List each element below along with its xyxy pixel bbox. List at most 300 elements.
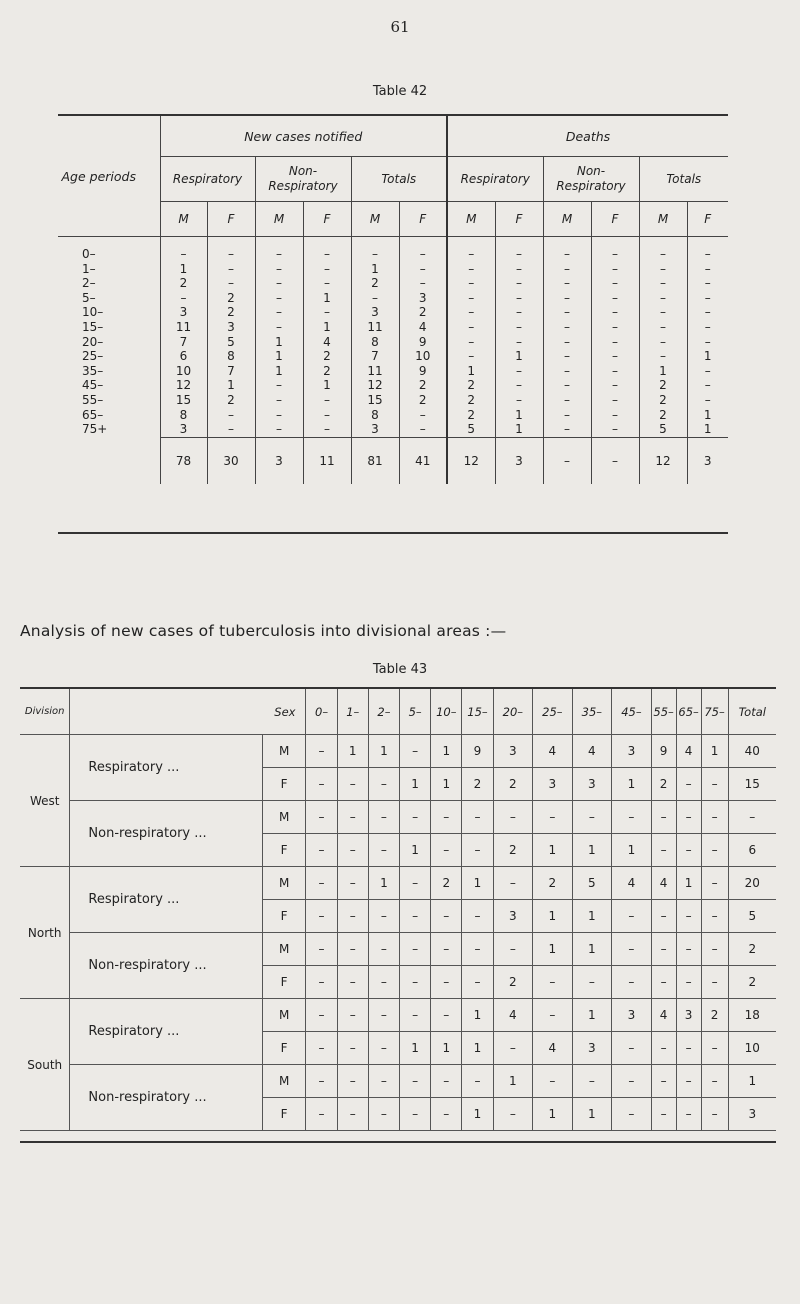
value-cell: – bbox=[495, 378, 543, 393]
value-cell: 1 bbox=[351, 262, 399, 277]
value-cell: – bbox=[306, 1032, 337, 1065]
total-cell: 5 bbox=[728, 900, 776, 933]
value-cell: 8 bbox=[160, 408, 207, 423]
column-header: Sex bbox=[70, 689, 306, 735]
value-cell: – bbox=[255, 276, 303, 291]
value-cell: – bbox=[337, 1098, 368, 1131]
value-cell: – bbox=[306, 933, 337, 966]
value-cell: 6 bbox=[160, 349, 207, 364]
value-cell: – bbox=[400, 900, 431, 933]
total-cell: 20 bbox=[728, 867, 776, 900]
male-column-header: M bbox=[351, 202, 399, 237]
value-cell: 4 bbox=[676, 735, 701, 768]
value-cell: – bbox=[591, 408, 639, 423]
value-cell: – bbox=[495, 393, 543, 408]
total-cell: 12 bbox=[447, 437, 495, 484]
table-row bbox=[58, 378, 728, 393]
value-cell: – bbox=[368, 966, 399, 999]
value-cell: – bbox=[701, 1065, 728, 1098]
value-cell: 1 bbox=[495, 349, 543, 364]
value-cell: 3 bbox=[572, 768, 612, 801]
value-cell: – bbox=[400, 801, 431, 834]
column-header: 55– bbox=[651, 689, 676, 735]
value-cell: – bbox=[303, 262, 351, 277]
value-cell: – bbox=[543, 422, 591, 437]
total-cell: 11 bbox=[303, 437, 351, 484]
value-cell: – bbox=[306, 1065, 337, 1098]
value-cell: – bbox=[351, 237, 399, 262]
value-cell: – bbox=[255, 262, 303, 277]
value-cell: – bbox=[676, 768, 701, 801]
value-cell: – bbox=[701, 966, 728, 999]
value-cell: – bbox=[639, 305, 687, 320]
value-cell: 1 bbox=[687, 422, 728, 437]
value-cell: – bbox=[495, 320, 543, 335]
value-cell: 2 bbox=[207, 291, 255, 306]
value-cell: 1 bbox=[572, 834, 612, 867]
value-cell: – bbox=[255, 378, 303, 393]
total-cell: 78 bbox=[160, 437, 207, 484]
value-cell: – bbox=[303, 276, 351, 291]
value-cell: 2 bbox=[303, 364, 351, 379]
value-cell: – bbox=[160, 237, 207, 262]
female-column-header: F bbox=[591, 202, 639, 237]
sex-cell: M bbox=[262, 801, 306, 834]
value-cell: – bbox=[368, 933, 399, 966]
value-cell: 1 bbox=[303, 291, 351, 306]
value-cell: – bbox=[431, 1065, 462, 1098]
division-cell: North bbox=[20, 867, 70, 999]
total-cell: 12 bbox=[639, 437, 687, 484]
female-column-header: F bbox=[495, 202, 543, 237]
value-cell: – bbox=[591, 262, 639, 277]
value-cell: – bbox=[612, 900, 652, 933]
value-cell: – bbox=[306, 768, 337, 801]
value-cell: – bbox=[255, 422, 303, 437]
value-cell: – bbox=[591, 422, 639, 437]
value-cell: – bbox=[368, 768, 399, 801]
value-cell: – bbox=[676, 900, 701, 933]
age-period-cell: 20– bbox=[82, 334, 104, 349]
total-cell: 3 bbox=[495, 437, 543, 484]
value-cell: – bbox=[676, 933, 701, 966]
type-cell: Respiratory ... bbox=[70, 867, 262, 933]
value-cell: – bbox=[303, 422, 351, 437]
value-cell: – bbox=[368, 1032, 399, 1065]
column-header: 25– bbox=[533, 689, 573, 735]
value-cell: 15 bbox=[351, 393, 399, 408]
value-cell: – bbox=[572, 801, 612, 834]
value-cell: 1 bbox=[639, 364, 687, 379]
value-cell: – bbox=[612, 966, 652, 999]
value-cell: – bbox=[651, 900, 676, 933]
value-cell: – bbox=[207, 237, 255, 262]
new-respiratory-header: Respiratory bbox=[160, 157, 255, 202]
deaths-nonrespiratory-header: Non- Respiratory bbox=[543, 157, 639, 202]
table-row bbox=[58, 422, 728, 437]
value-cell: – bbox=[651, 1098, 676, 1131]
value-cell: 1 bbox=[255, 349, 303, 364]
value-cell: – bbox=[255, 320, 303, 335]
value-cell: – bbox=[337, 834, 368, 867]
value-cell: – bbox=[651, 834, 676, 867]
value-cell: 1 bbox=[400, 1032, 431, 1065]
value-cell: 3 bbox=[351, 305, 399, 320]
total-cell: 3 bbox=[255, 437, 303, 484]
age-periods-header: Age periods bbox=[58, 116, 160, 237]
value-cell: 3 bbox=[493, 900, 533, 933]
value-cell: 5 bbox=[207, 335, 255, 350]
value-cell: – bbox=[306, 735, 337, 768]
value-cell: – bbox=[337, 1032, 368, 1065]
value-cell: – bbox=[687, 320, 728, 335]
section-heading: Analysis of new cases of tuberculosis into divisional areas :— bbox=[20, 622, 507, 640]
value-cell: – bbox=[462, 900, 493, 933]
value-cell: – bbox=[687, 276, 728, 291]
value-cell: 1 bbox=[462, 1032, 493, 1065]
value-cell: – bbox=[447, 276, 495, 291]
value-cell: – bbox=[591, 335, 639, 350]
age-period-cell: 75+ bbox=[82, 422, 108, 437]
value-cell: – bbox=[701, 801, 728, 834]
value-cell: – bbox=[493, 933, 533, 966]
table-row bbox=[20, 999, 776, 1032]
total-cell: 30 bbox=[207, 437, 255, 484]
value-cell: 3 bbox=[612, 735, 652, 768]
value-cell: – bbox=[651, 933, 676, 966]
table-43-bottom-rule bbox=[20, 1141, 776, 1143]
value-cell: – bbox=[400, 966, 431, 999]
value-cell: – bbox=[495, 364, 543, 379]
value-cell: 4 bbox=[533, 735, 573, 768]
sex-cell: M bbox=[262, 867, 306, 900]
value-cell: – bbox=[676, 966, 701, 999]
value-cell: – bbox=[337, 933, 368, 966]
value-cell: 1 bbox=[687, 408, 728, 423]
deaths-respiratory-header: Respiratory bbox=[447, 157, 543, 202]
value-cell: 1 bbox=[533, 900, 573, 933]
value-cell: – bbox=[399, 237, 447, 262]
value-cell: – bbox=[495, 291, 543, 306]
value-cell: – bbox=[612, 801, 652, 834]
value-cell: 1 bbox=[572, 999, 612, 1032]
table-row bbox=[20, 867, 776, 900]
value-cell: – bbox=[533, 1065, 573, 1098]
value-cell: – bbox=[431, 966, 462, 999]
value-cell: – bbox=[676, 1065, 701, 1098]
value-cell: – bbox=[255, 291, 303, 306]
value-cell: – bbox=[543, 262, 591, 277]
value-cell: – bbox=[255, 408, 303, 423]
value-cell: 2 bbox=[399, 305, 447, 320]
value-cell: – bbox=[676, 1032, 701, 1065]
value-cell: – bbox=[543, 349, 591, 364]
value-cell: – bbox=[543, 335, 591, 350]
value-cell: – bbox=[687, 291, 728, 306]
value-cell: 4 bbox=[493, 999, 533, 1032]
value-cell: – bbox=[207, 422, 255, 437]
value-cell: 4 bbox=[533, 1032, 573, 1065]
value-cell: 3 bbox=[160, 305, 207, 320]
value-cell: 8 bbox=[207, 349, 255, 364]
value-cell: – bbox=[495, 262, 543, 277]
value-cell: – bbox=[687, 335, 728, 350]
value-cell: – bbox=[687, 305, 728, 320]
age-period-cell: 1– bbox=[82, 261, 96, 276]
value-cell: 2 bbox=[462, 768, 493, 801]
age-period-cell: 65– bbox=[82, 407, 104, 422]
table-row bbox=[58, 349, 728, 364]
value-cell: 10 bbox=[160, 364, 207, 379]
value-cell: 1 bbox=[431, 768, 462, 801]
value-cell: – bbox=[543, 364, 591, 379]
table-row bbox=[58, 291, 728, 306]
value-cell: – bbox=[337, 999, 368, 1032]
column-header: 65– bbox=[676, 689, 701, 735]
value-cell: – bbox=[447, 335, 495, 350]
value-cell: 2 bbox=[639, 378, 687, 393]
type-cell: Respiratory ... bbox=[70, 735, 262, 801]
sex-cell: M bbox=[262, 1065, 306, 1098]
page-number: 61 bbox=[390, 18, 410, 36]
value-cell: 2 bbox=[639, 393, 687, 408]
total-cell: 3 bbox=[728, 1098, 776, 1131]
value-cell: – bbox=[651, 1032, 676, 1065]
value-cell: – bbox=[591, 364, 639, 379]
value-cell: – bbox=[337, 900, 368, 933]
value-cell: 9 bbox=[651, 735, 676, 768]
value-cell: – bbox=[572, 966, 612, 999]
new-totals-header: Totals bbox=[351, 157, 447, 202]
value-cell: 1 bbox=[612, 834, 652, 867]
value-cell: 4 bbox=[399, 320, 447, 335]
value-cell: 1 bbox=[533, 933, 573, 966]
table-row bbox=[58, 262, 728, 277]
value-cell: – bbox=[495, 237, 543, 262]
value-cell: 15 bbox=[160, 393, 207, 408]
value-cell: – bbox=[701, 900, 728, 933]
table-42-caption: Table 42 bbox=[372, 84, 428, 99]
value-cell: 3 bbox=[351, 422, 399, 437]
total-cell: 3 bbox=[687, 437, 728, 484]
value-cell: – bbox=[493, 867, 533, 900]
value-cell: – bbox=[431, 801, 462, 834]
value-cell: – bbox=[612, 1032, 652, 1065]
column-header: 15– bbox=[462, 689, 493, 735]
value-cell: – bbox=[676, 801, 701, 834]
totals-label-cell bbox=[58, 437, 160, 484]
value-cell: – bbox=[400, 933, 431, 966]
value-cell: 4 bbox=[612, 867, 652, 900]
age-period-cell: 35– bbox=[82, 363, 104, 378]
value-cell: 1 bbox=[572, 933, 612, 966]
type-cell: Respiratory ... bbox=[70, 999, 262, 1065]
value-cell: 1 bbox=[303, 378, 351, 393]
age-period-cell: 45– bbox=[82, 378, 104, 393]
value-cell: 1 bbox=[493, 1065, 533, 1098]
value-cell: 1 bbox=[400, 768, 431, 801]
value-cell: – bbox=[306, 1098, 337, 1131]
value-cell: 2 bbox=[160, 276, 207, 291]
column-header: Total bbox=[728, 689, 776, 735]
age-period-cell: 2– bbox=[82, 276, 96, 291]
value-cell: 1 bbox=[207, 378, 255, 393]
value-cell: 1 bbox=[462, 867, 493, 900]
table-row bbox=[20, 933, 776, 966]
female-column-header: F bbox=[399, 202, 447, 237]
total-cell: 15 bbox=[728, 768, 776, 801]
value-cell: 10 bbox=[399, 349, 447, 364]
value-cell: 1 bbox=[368, 735, 399, 768]
value-cell: – bbox=[447, 320, 495, 335]
column-header: 5– bbox=[400, 689, 431, 735]
male-column-header: M bbox=[543, 202, 591, 237]
value-cell: 3 bbox=[399, 291, 447, 306]
table-row bbox=[58, 276, 728, 291]
value-cell: 3 bbox=[533, 768, 573, 801]
value-cell: – bbox=[676, 834, 701, 867]
value-cell: – bbox=[687, 393, 728, 408]
value-cell: 2 bbox=[447, 408, 495, 423]
value-cell: 2 bbox=[493, 966, 533, 999]
value-cell: – bbox=[431, 999, 462, 1032]
total-cell: 10 bbox=[728, 1032, 776, 1065]
female-column-header: F bbox=[207, 202, 255, 237]
value-cell: – bbox=[687, 378, 728, 393]
value-cell: 2 bbox=[651, 768, 676, 801]
value-cell: – bbox=[495, 276, 543, 291]
value-cell: 3 bbox=[572, 1032, 612, 1065]
value-cell: – bbox=[701, 1032, 728, 1065]
value-cell: 1 bbox=[533, 1098, 573, 1131]
value-cell: – bbox=[462, 1065, 493, 1098]
value-cell: 12 bbox=[160, 378, 207, 393]
value-cell: – bbox=[462, 933, 493, 966]
value-cell: – bbox=[368, 801, 399, 834]
value-cell: 9 bbox=[399, 335, 447, 350]
value-cell: – bbox=[701, 867, 728, 900]
value-cell: 9 bbox=[399, 364, 447, 379]
division-cell: West bbox=[20, 735, 70, 867]
sex-cell: F bbox=[262, 966, 306, 999]
value-cell: – bbox=[543, 378, 591, 393]
value-cell: – bbox=[337, 801, 368, 834]
value-cell: – bbox=[591, 237, 639, 262]
value-cell: – bbox=[368, 999, 399, 1032]
value-cell: 4 bbox=[651, 999, 676, 1032]
male-column-header: M bbox=[160, 202, 207, 237]
value-cell: – bbox=[612, 1098, 652, 1131]
division-cell: South bbox=[20, 999, 70, 1131]
value-cell: – bbox=[400, 867, 431, 900]
value-cell: 5 bbox=[447, 422, 495, 437]
value-cell: 1 bbox=[431, 1032, 462, 1065]
total-cell: 41 bbox=[399, 437, 447, 484]
value-cell: 4 bbox=[303, 335, 351, 350]
column-header: 45– bbox=[612, 689, 652, 735]
age-period-cell: 5– bbox=[82, 290, 96, 305]
value-cell: – bbox=[447, 349, 495, 364]
age-period-cell: 15– bbox=[82, 319, 104, 334]
new-nonrespiratory-header: Non- Respiratory bbox=[255, 157, 351, 202]
value-cell: – bbox=[639, 291, 687, 306]
column-header: 1– bbox=[337, 689, 368, 735]
value-cell: 7 bbox=[351, 349, 399, 364]
value-cell: – bbox=[701, 768, 728, 801]
value-cell: – bbox=[306, 867, 337, 900]
value-cell: 1 bbox=[400, 834, 431, 867]
value-cell: – bbox=[639, 276, 687, 291]
value-cell: – bbox=[462, 834, 493, 867]
value-cell: – bbox=[591, 291, 639, 306]
table-row bbox=[58, 305, 728, 320]
sex-cell: F bbox=[262, 1098, 306, 1131]
value-cell: 1 bbox=[687, 349, 728, 364]
value-cell: – bbox=[612, 933, 652, 966]
value-cell: – bbox=[303, 408, 351, 423]
value-cell: – bbox=[639, 262, 687, 277]
column-header: 20– bbox=[493, 689, 533, 735]
value-cell: – bbox=[591, 320, 639, 335]
deaths-totals-header: Totals bbox=[639, 157, 728, 202]
value-cell: – bbox=[255, 237, 303, 262]
total-cell: 6 bbox=[728, 834, 776, 867]
column-header: 10– bbox=[431, 689, 462, 735]
value-cell: – bbox=[303, 237, 351, 262]
value-cell: – bbox=[543, 305, 591, 320]
value-cell: – bbox=[639, 237, 687, 262]
value-cell: 7 bbox=[160, 335, 207, 350]
value-cell: 5 bbox=[572, 867, 612, 900]
table-row bbox=[58, 335, 728, 350]
table-42-bottom-rule bbox=[58, 532, 728, 534]
value-cell: – bbox=[255, 305, 303, 320]
value-cell: 3 bbox=[493, 735, 533, 768]
value-cell: – bbox=[572, 1065, 612, 1098]
value-cell: 2 bbox=[493, 768, 533, 801]
value-cell: 2 bbox=[701, 999, 728, 1032]
value-cell: 2 bbox=[399, 378, 447, 393]
value-cell: 4 bbox=[651, 867, 676, 900]
value-cell: – bbox=[701, 1098, 728, 1131]
table-row bbox=[58, 408, 728, 423]
value-cell: – bbox=[306, 834, 337, 867]
table-43 bbox=[20, 689, 776, 1131]
value-cell: – bbox=[431, 933, 462, 966]
table-42 bbox=[58, 116, 728, 484]
value-cell: 1 bbox=[676, 867, 701, 900]
sex-cell: F bbox=[262, 768, 306, 801]
value-cell: – bbox=[495, 305, 543, 320]
value-cell: – bbox=[351, 291, 399, 306]
total-cell: 18 bbox=[728, 999, 776, 1032]
value-cell: – bbox=[368, 900, 399, 933]
value-cell: – bbox=[651, 1065, 676, 1098]
type-cell: Non-respiratory ... bbox=[70, 801, 262, 867]
value-cell: 3 bbox=[207, 320, 255, 335]
value-cell: – bbox=[462, 966, 493, 999]
table-row bbox=[20, 801, 776, 834]
value-cell: 4 bbox=[572, 735, 612, 768]
value-cell: – bbox=[368, 1098, 399, 1131]
column-header: 35– bbox=[572, 689, 612, 735]
value-cell: – bbox=[543, 393, 591, 408]
value-cell: 8 bbox=[351, 335, 399, 350]
column-header: Division bbox=[20, 689, 70, 735]
value-cell: – bbox=[533, 801, 573, 834]
value-cell: – bbox=[368, 1065, 399, 1098]
value-cell: – bbox=[400, 735, 431, 768]
